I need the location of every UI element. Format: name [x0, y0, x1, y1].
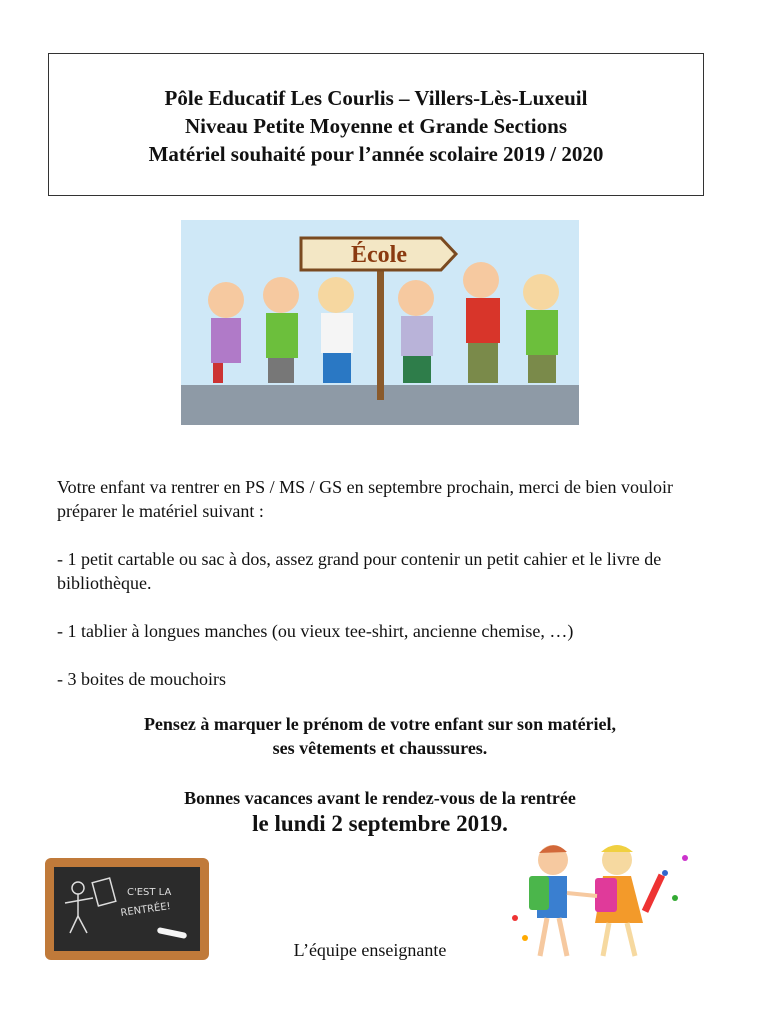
slate-text-1: C'EST LA	[127, 887, 172, 898]
reminder-line-1: Pensez à marquer le prénom de votre enfant sur son matériel,	[143, 714, 617, 734]
signature: L’équipe enseignante	[293, 940, 447, 960]
return-date: le lundi 2 septembre 2019.	[252, 811, 508, 836]
banner-illustration	[181, 220, 579, 425]
item-tissues: - 3 boites de mouchoirs	[57, 669, 226, 689]
sign-text: École	[351, 242, 407, 268]
item-schoolbag: - 1 petit cartable ou sac à dos, assez grand pour contenir un petit cahier et le livre de bibliothèque.	[57, 549, 662, 593]
kids-illustration	[505, 838, 695, 963]
intro-paragraph: Votre enfant va rentrer en PS / MS / GS en septembre prochain, merci de bien vouloir préparer le matériel suivant :	[57, 477, 674, 521]
header-school: Pôle Educatif Les Courlis – Villers-Lès-Luxeuil	[164, 86, 588, 110]
header-subject: Matériel souhaité pour l’année scolaire 2019 / 2020	[148, 142, 604, 166]
header-level: Niveau Petite Moyenne et Grande Sections	[184, 114, 567, 138]
chalkboard-illustration	[45, 858, 209, 960]
header-box	[48, 53, 704, 196]
wish-line: Bonnes vacances avant le rendez-vous de la rentrée	[184, 788, 576, 808]
reminder-line-2: ses vêtements et chaussures.	[272, 738, 488, 758]
slate-text-2: RENTRÉE!	[119, 901, 172, 919]
item-apron: - 1 tablier à longues manches (ou vieux tee-shirt, ancienne chemise, …)	[57, 621, 574, 641]
